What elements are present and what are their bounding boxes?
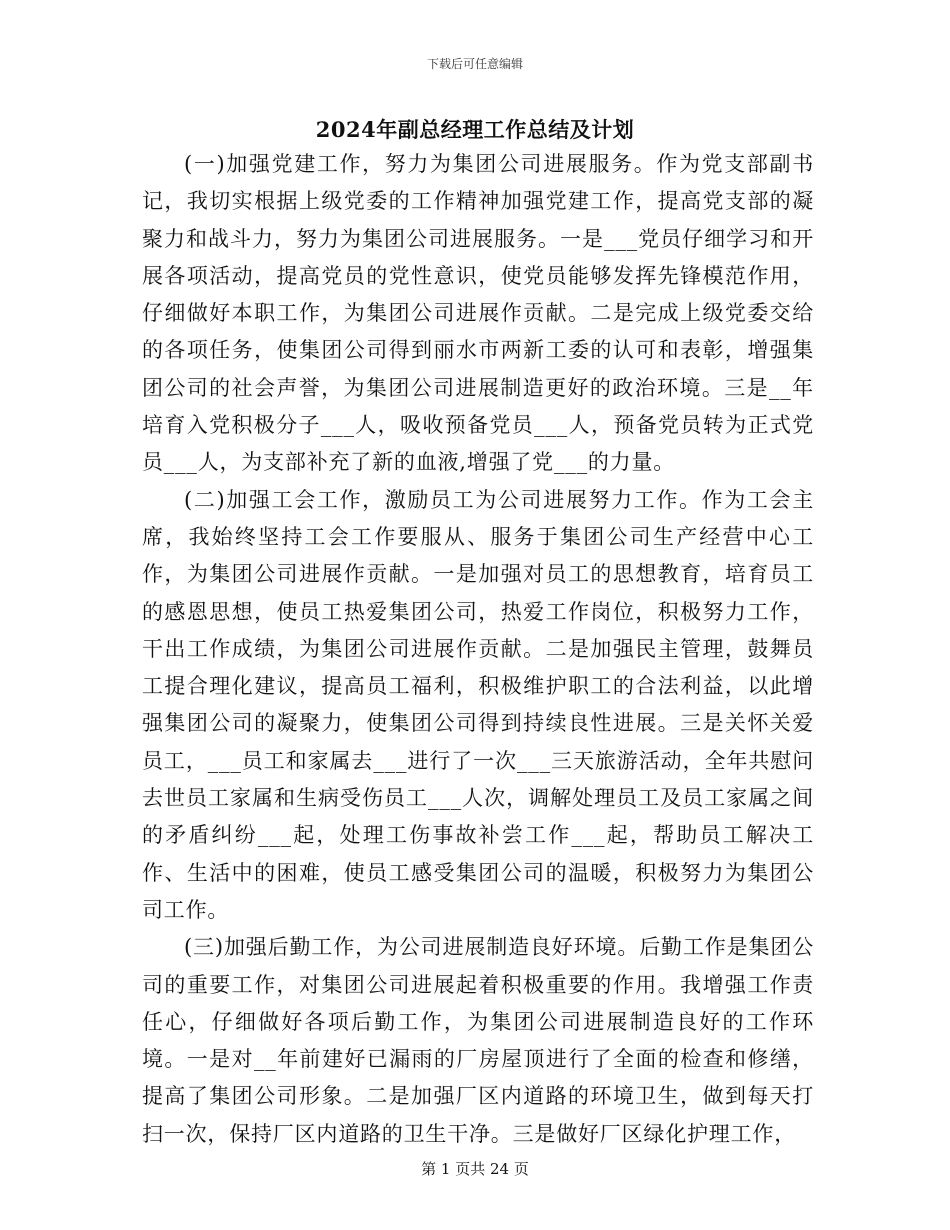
document-body bbox=[142, 146, 814, 1153]
paragraph-logistics-work: (三)加强后勤工作，为公司进展制造良好环境。后勤工作是集团公司的重要工作，对集团公司进展起着积极重要的作用。我增强工作责任心，仔细做好各项后勤工作，为集团公司进展制造良好的工作环境。一是对__年前建好已漏雨的厂房屋顶进行了全面的检查和修缮，提高了集团公司形象。二是加强厂区内道路的环境卫生，做到每天打扫一次，保持厂区内道路的卫生干净。三是做好厂区绿化护理工作， bbox=[142, 935, 814, 1146]
document-title: 2024年副总经理工作总结及计划 bbox=[315, 117, 635, 142]
page-number: 第 1 页共 24 页 bbox=[421, 1160, 529, 1178]
paragraph-union-work: (二)加强工会工作，激励员工为公司进展努力工作。作为工会主席，我始终坚持工会工作要服从、服务于集团公司生产经营中心工作，为集团公司进展作贡献。一是加强对员工的思想教育，培育员工的感恩思想，使员工热爱集团公司，热爱工作岗位，积极努力工作，干出工作成绩，为集团公司进展作贡献。二是加强民主管理，鼓舞员工提合理化建议，提高员工福利，积极维护职工的合法利益，以此增强集团公司的凝聚力，使集团公司得到持续良性进展。三是关怀关爱员工，___员工和家属去___进行了一次___三天旅游活动，全年共慰问去世员工家属和生病受伤员工___人次，调解处理员工及员工家属之间的矛盾纠纷___起，处理工伤事故补尝工作___起，帮助员工解决工作、生活中的困难，使员工感受集团公司的温暖，积极努力为集团公司工作。 bbox=[142, 487, 814, 922]
paragraph-party-building: (一)加强党建工作，努力为集团公司进展服务。作为党支部副书记，我切实根据上级党委的工作精神加强党建工作，提高党支部的凝聚力和战斗力，努力为集团公司进展服务。一是___党员仔细学习和开展各项活动，提高党员的党性意识，使党员能够发挥先锋模范作用，仔细做好本职工作，为集团公司进展作贡献。二是完成上级党委交给的各项任务，使集团公司得到丽水市两新工委的认可和表彰，增强集团公司的社会声誉，为集团公司进展制造更好的政治环境。三是__年培育入党积极分子___人，吸收预备党员___人，预备党员转为正式党员___人，为支部补充了新的血液,增强了党___的力量。 bbox=[142, 152, 814, 475]
header-note: 下载后可任意编辑 bbox=[426, 57, 523, 71]
